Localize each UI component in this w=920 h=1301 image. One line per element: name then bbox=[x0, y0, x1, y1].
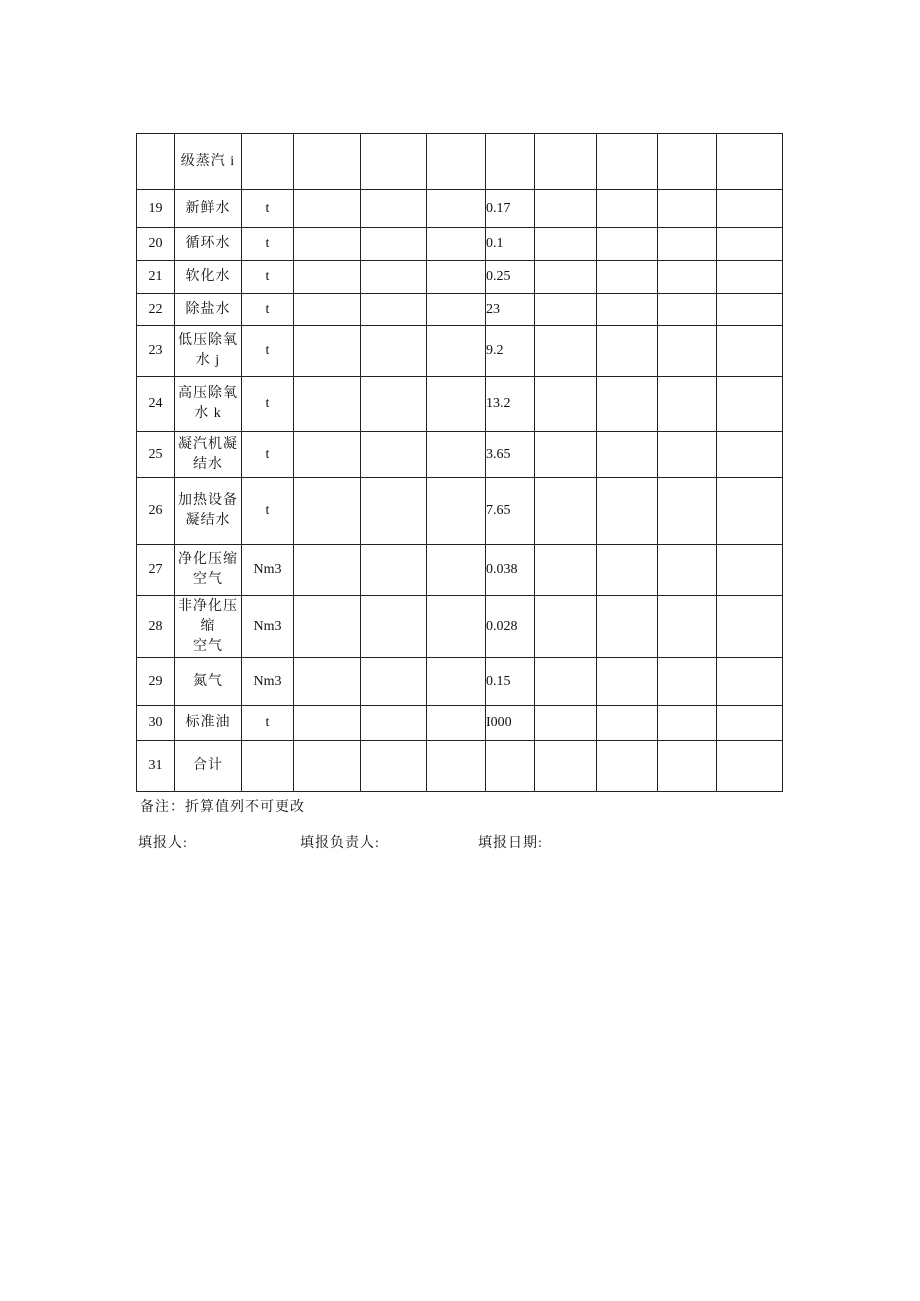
input-cell[interactable] bbox=[597, 478, 658, 545]
input-cell[interactable] bbox=[597, 326, 658, 377]
input-cell[interactable] bbox=[427, 706, 486, 741]
conversion-factor-cell: 3.65 bbox=[486, 432, 535, 478]
input-cell[interactable] bbox=[658, 228, 717, 261]
table-body bbox=[137, 134, 783, 792]
input-cell[interactable] bbox=[427, 326, 486, 377]
energy-medium-name-cell: 级蒸汽 i bbox=[175, 134, 242, 190]
input-cell[interactable] bbox=[717, 706, 783, 741]
row-number-cell: 26 bbox=[137, 478, 175, 545]
input-cell[interactable] bbox=[361, 326, 427, 377]
input-cell[interactable] bbox=[427, 190, 486, 228]
input-cell[interactable] bbox=[294, 377, 361, 432]
input-cell[interactable] bbox=[717, 377, 783, 432]
input-cell[interactable] bbox=[597, 228, 658, 261]
input-cell[interactable] bbox=[294, 658, 361, 706]
input-cell[interactable] bbox=[658, 294, 717, 326]
table-row bbox=[137, 478, 783, 545]
unit-cell: Nm3 bbox=[242, 596, 294, 658]
input-cell[interactable] bbox=[717, 478, 783, 545]
input-cell[interactable] bbox=[535, 326, 597, 377]
input-cell[interactable] bbox=[535, 228, 597, 261]
conversion-factor-cell: I000 bbox=[486, 706, 535, 741]
input-cell[interactable] bbox=[294, 190, 361, 228]
conversion-factor-cell bbox=[486, 741, 535, 792]
input-cell[interactable] bbox=[361, 741, 427, 792]
table-row bbox=[137, 706, 783, 741]
input-cell[interactable] bbox=[361, 190, 427, 228]
unit-cell: t bbox=[242, 326, 294, 377]
energy-medium-name-cell: 循环水 bbox=[175, 228, 242, 261]
input-cell[interactable] bbox=[597, 190, 658, 228]
input-cell[interactable] bbox=[597, 432, 658, 478]
row-number-cell: 29 bbox=[137, 658, 175, 706]
conversion-factor-cell: 0.17 bbox=[486, 190, 535, 228]
input-cell[interactable] bbox=[361, 545, 427, 596]
filler-label: 填报人: bbox=[138, 836, 188, 851]
conversion-factor-cell bbox=[486, 134, 535, 190]
input-cell[interactable] bbox=[717, 741, 783, 792]
row-number-cell bbox=[137, 134, 175, 190]
energy-medium-name-cell: 合计 bbox=[175, 741, 242, 792]
unit-cell bbox=[242, 134, 294, 190]
row-number-cell: 30 bbox=[137, 706, 175, 741]
input-cell[interactable] bbox=[658, 706, 717, 741]
input-cell[interactable] bbox=[535, 377, 597, 432]
unit-cell: t bbox=[242, 706, 294, 741]
input-cell[interactable] bbox=[597, 596, 658, 658]
row-number-cell: 25 bbox=[137, 432, 175, 478]
input-cell[interactable] bbox=[361, 478, 427, 545]
input-cell[interactable] bbox=[658, 432, 717, 478]
input-cell[interactable] bbox=[658, 261, 717, 294]
input-cell[interactable] bbox=[597, 294, 658, 326]
input-cell[interactable] bbox=[427, 134, 486, 190]
input-cell[interactable] bbox=[597, 545, 658, 596]
table-row bbox=[137, 294, 783, 326]
table-row bbox=[137, 134, 783, 190]
unit-cell: t bbox=[242, 294, 294, 326]
input-cell[interactable] bbox=[717, 545, 783, 596]
unit-cell: t bbox=[242, 432, 294, 478]
input-cell[interactable] bbox=[717, 134, 783, 190]
input-cell[interactable] bbox=[717, 432, 783, 478]
conversion-factor-cell: 23 bbox=[486, 294, 535, 326]
conversion-factor-cell: 0.028 bbox=[486, 596, 535, 658]
table-row bbox=[137, 741, 783, 792]
unit-cell: t bbox=[242, 478, 294, 545]
input-cell[interactable] bbox=[658, 658, 717, 706]
row-number-cell: 22 bbox=[137, 294, 175, 326]
input-cell[interactable] bbox=[294, 228, 361, 261]
input-cell[interactable] bbox=[597, 658, 658, 706]
input-cell[interactable] bbox=[427, 228, 486, 261]
conversion-factor-cell: 7.65 bbox=[486, 478, 535, 545]
unit-cell: t bbox=[242, 377, 294, 432]
energy-conversion-table bbox=[136, 133, 783, 792]
input-cell[interactable] bbox=[535, 190, 597, 228]
input-cell[interactable] bbox=[658, 190, 717, 228]
input-cell[interactable] bbox=[361, 134, 427, 190]
input-cell[interactable] bbox=[294, 596, 361, 658]
conversion-factor-cell: 0.15 bbox=[486, 658, 535, 706]
remark-note: 备注：折算值列不可更改 bbox=[140, 800, 305, 815]
input-cell[interactable] bbox=[361, 658, 427, 706]
unit-cell: t bbox=[242, 190, 294, 228]
input-cell[interactable] bbox=[535, 478, 597, 545]
table-row bbox=[137, 596, 783, 658]
input-cell[interactable] bbox=[658, 596, 717, 658]
input-cell[interactable] bbox=[361, 706, 427, 741]
unit-cell: t bbox=[242, 228, 294, 261]
conversion-factor-cell: 0.038 bbox=[486, 545, 535, 596]
row-number-cell: 28 bbox=[137, 596, 175, 658]
input-cell[interactable] bbox=[427, 261, 486, 294]
energy-medium-name-cell: 净化压缩 空气 bbox=[175, 545, 242, 596]
input-cell[interactable] bbox=[658, 377, 717, 432]
unit-cell bbox=[242, 741, 294, 792]
input-cell[interactable] bbox=[717, 658, 783, 706]
input-cell[interactable] bbox=[427, 596, 486, 658]
input-cell[interactable] bbox=[361, 294, 427, 326]
row-number-cell: 20 bbox=[137, 228, 175, 261]
input-cell[interactable] bbox=[717, 261, 783, 294]
input-cell[interactable] bbox=[535, 545, 597, 596]
responsible-person-label: 填报负责人: bbox=[300, 836, 380, 851]
energy-medium-name-cell: 低压除氧 水 j bbox=[175, 326, 242, 377]
input-cell[interactable] bbox=[427, 658, 486, 706]
input-cell[interactable] bbox=[597, 261, 658, 294]
input-cell[interactable] bbox=[427, 478, 486, 545]
energy-medium-name-cell: 标准油 bbox=[175, 706, 242, 741]
input-cell[interactable] bbox=[427, 545, 486, 596]
input-cell[interactable] bbox=[294, 261, 361, 294]
conversion-factor-cell: 13.2 bbox=[486, 377, 535, 432]
input-cell[interactable] bbox=[361, 596, 427, 658]
input-cell[interactable] bbox=[717, 596, 783, 658]
table-row bbox=[137, 326, 783, 377]
energy-medium-name-cell: 非净化压缩 空气 bbox=[175, 596, 242, 658]
input-cell[interactable] bbox=[427, 377, 486, 432]
table-row bbox=[137, 190, 783, 228]
input-cell[interactable] bbox=[597, 741, 658, 792]
row-number-cell: 21 bbox=[137, 261, 175, 294]
input-cell[interactable] bbox=[658, 134, 717, 190]
energy-medium-name-cell: 除盐水 bbox=[175, 294, 242, 326]
input-cell[interactable] bbox=[717, 326, 783, 377]
input-cell[interactable] bbox=[535, 261, 597, 294]
energy-medium-name-cell: 新鲜水 bbox=[175, 190, 242, 228]
input-cell[interactable] bbox=[361, 261, 427, 294]
conversion-factor-cell: 0.1 bbox=[486, 228, 535, 261]
input-cell[interactable] bbox=[535, 596, 597, 658]
input-cell[interactable] bbox=[427, 741, 486, 792]
table-row bbox=[137, 377, 783, 432]
input-cell[interactable] bbox=[294, 545, 361, 596]
input-cell[interactable] bbox=[597, 377, 658, 432]
table-row bbox=[137, 261, 783, 294]
table-row bbox=[137, 228, 783, 261]
input-cell[interactable] bbox=[361, 228, 427, 261]
input-cell[interactable] bbox=[294, 478, 361, 545]
input-cell[interactable] bbox=[294, 741, 361, 792]
input-cell[interactable] bbox=[427, 294, 486, 326]
input-cell[interactable] bbox=[717, 190, 783, 228]
input-cell[interactable] bbox=[294, 294, 361, 326]
input-cell[interactable] bbox=[361, 377, 427, 432]
table-row bbox=[137, 545, 783, 596]
input-cell[interactable] bbox=[535, 658, 597, 706]
input-cell[interactable] bbox=[361, 432, 427, 478]
table-row bbox=[137, 658, 783, 706]
input-cell[interactable] bbox=[717, 228, 783, 261]
conversion-factor-cell: 9.2 bbox=[486, 326, 535, 377]
input-cell[interactable] bbox=[294, 706, 361, 741]
conversion-factor-cell: 0.25 bbox=[486, 261, 535, 294]
input-cell[interactable] bbox=[535, 134, 597, 190]
input-cell[interactable] bbox=[294, 432, 361, 478]
input-cell[interactable] bbox=[427, 432, 486, 478]
input-cell[interactable] bbox=[658, 478, 717, 545]
unit-cell: Nm3 bbox=[242, 545, 294, 596]
input-cell[interactable] bbox=[717, 294, 783, 326]
input-cell[interactable] bbox=[535, 706, 597, 741]
energy-medium-name-cell: 氮气 bbox=[175, 658, 242, 706]
unit-cell: Nm3 bbox=[242, 658, 294, 706]
input-cell[interactable] bbox=[294, 326, 361, 377]
row-number-cell: 19 bbox=[137, 190, 175, 228]
fill-date-label: 填报日期: bbox=[478, 836, 543, 851]
unit-cell: t bbox=[242, 261, 294, 294]
energy-medium-name-cell: 高压除氧 水 k bbox=[175, 377, 242, 432]
row-number-cell: 24 bbox=[137, 377, 175, 432]
row-number-cell: 31 bbox=[137, 741, 175, 792]
row-number-cell: 23 bbox=[137, 326, 175, 377]
input-cell[interactable] bbox=[294, 134, 361, 190]
energy-medium-name-cell: 凝汽机凝 结水 bbox=[175, 432, 242, 478]
input-cell[interactable] bbox=[597, 134, 658, 190]
input-cell[interactable] bbox=[597, 706, 658, 741]
input-cell[interactable] bbox=[535, 432, 597, 478]
input-cell[interactable] bbox=[658, 326, 717, 377]
input-cell[interactable] bbox=[535, 741, 597, 792]
row-number-cell: 27 bbox=[137, 545, 175, 596]
energy-medium-name-cell: 软化水 bbox=[175, 261, 242, 294]
input-cell[interactable] bbox=[658, 741, 717, 792]
energy-medium-name-cell: 加热设备 凝结水 bbox=[175, 478, 242, 545]
input-cell[interactable] bbox=[535, 294, 597, 326]
table-row bbox=[137, 432, 783, 478]
input-cell[interactable] bbox=[658, 545, 717, 596]
